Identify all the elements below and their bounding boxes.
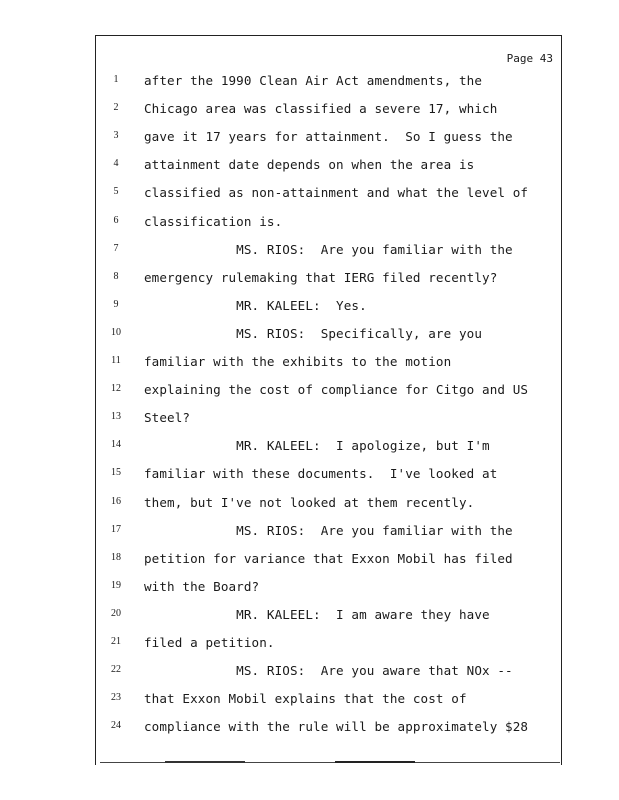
line-number: 3 [113, 130, 119, 142]
transcript-line: emergency rulemaking that IERG filed recently? [144, 269, 498, 285]
line-number: 20 [111, 607, 121, 619]
transcript-line: attainment date depends on when the area is [144, 157, 475, 173]
line-number: 10 [111, 326, 121, 338]
line-number: 2 [113, 102, 119, 114]
line-number: 17 [111, 523, 121, 535]
transcript-line: MS. RIOS: Specifically, are you [144, 325, 483, 341]
transcript-line: familiar with these documents. I've looked at [144, 466, 498, 482]
transcript-line: MS. RIOS: Are you familiar with the [144, 522, 513, 538]
line-number: 23 [111, 692, 121, 704]
transcript-page [95, 35, 562, 765]
line-number: 13 [111, 411, 121, 423]
transcript-line: them, but I've not looked at them recently. [144, 494, 475, 510]
line-number: 11 [111, 355, 121, 366]
transcript-line: MR. KALEEL: Yes. [144, 297, 367, 313]
transcript-line: explaining the cost of compliance for Citgo and US [144, 382, 529, 398]
line-number: 6 [113, 214, 119, 226]
transcript-line: MR. KALEEL: I apologize, but I'm [144, 438, 490, 454]
transcript-line: after the 1990 Clean Air Act amendments, the [144, 73, 483, 88]
transcript-line: MR. KALEEL: I am aware they have [144, 606, 490, 622]
line-number: 5 [113, 186, 119, 198]
line-number: 16 [111, 495, 121, 507]
page-number: Page 43 [506, 52, 553, 65]
transcript-line: that Exxon Mobil explains that the cost of [144, 691, 467, 707]
line-number: 18 [111, 551, 121, 563]
transcript-line: classified as non-attainment and what the level of [144, 185, 529, 201]
transcript-line: classification is. [144, 213, 283, 229]
line-number: 24 [111, 720, 121, 732]
transcript-line: gave it 17 years for attainment. So I guess the [144, 129, 513, 145]
line-number: 14 [111, 439, 121, 451]
transcript-line: Chicago area was classified a severe 17, which [144, 101, 498, 117]
bottom-rule-mark-left [165, 761, 245, 763]
bottom-rule-mark-right [335, 761, 415, 763]
line-number: 12 [111, 383, 121, 395]
line-number: 9 [113, 298, 119, 310]
transcript-line: Steel? [144, 410, 191, 426]
line-number: 22 [111, 664, 121, 676]
line-number: 19 [111, 579, 121, 591]
transcript-line: filed a petition. [144, 635, 275, 650]
line-number: 1 [113, 74, 119, 85]
transcript-line: familiar with the exhibits to the motion [144, 354, 452, 369]
line-number: 15 [111, 467, 121, 479]
line-number: 7 [113, 242, 119, 254]
transcript-line: with the Board? [144, 578, 260, 594]
line-number: 8 [113, 270, 119, 282]
transcript-line: petition for variance that Exxon Mobil has filed [144, 550, 513, 566]
transcript-line: MS. RIOS: Are you familiar with the [144, 241, 513, 257]
transcript-line: MS. RIOS: Are you aware that NOx -- [144, 663, 513, 679]
transcript-line: compliance with the rule will be approximately $28 [144, 719, 529, 735]
line-number: 21 [111, 636, 121, 647]
line-number: 4 [113, 158, 119, 170]
